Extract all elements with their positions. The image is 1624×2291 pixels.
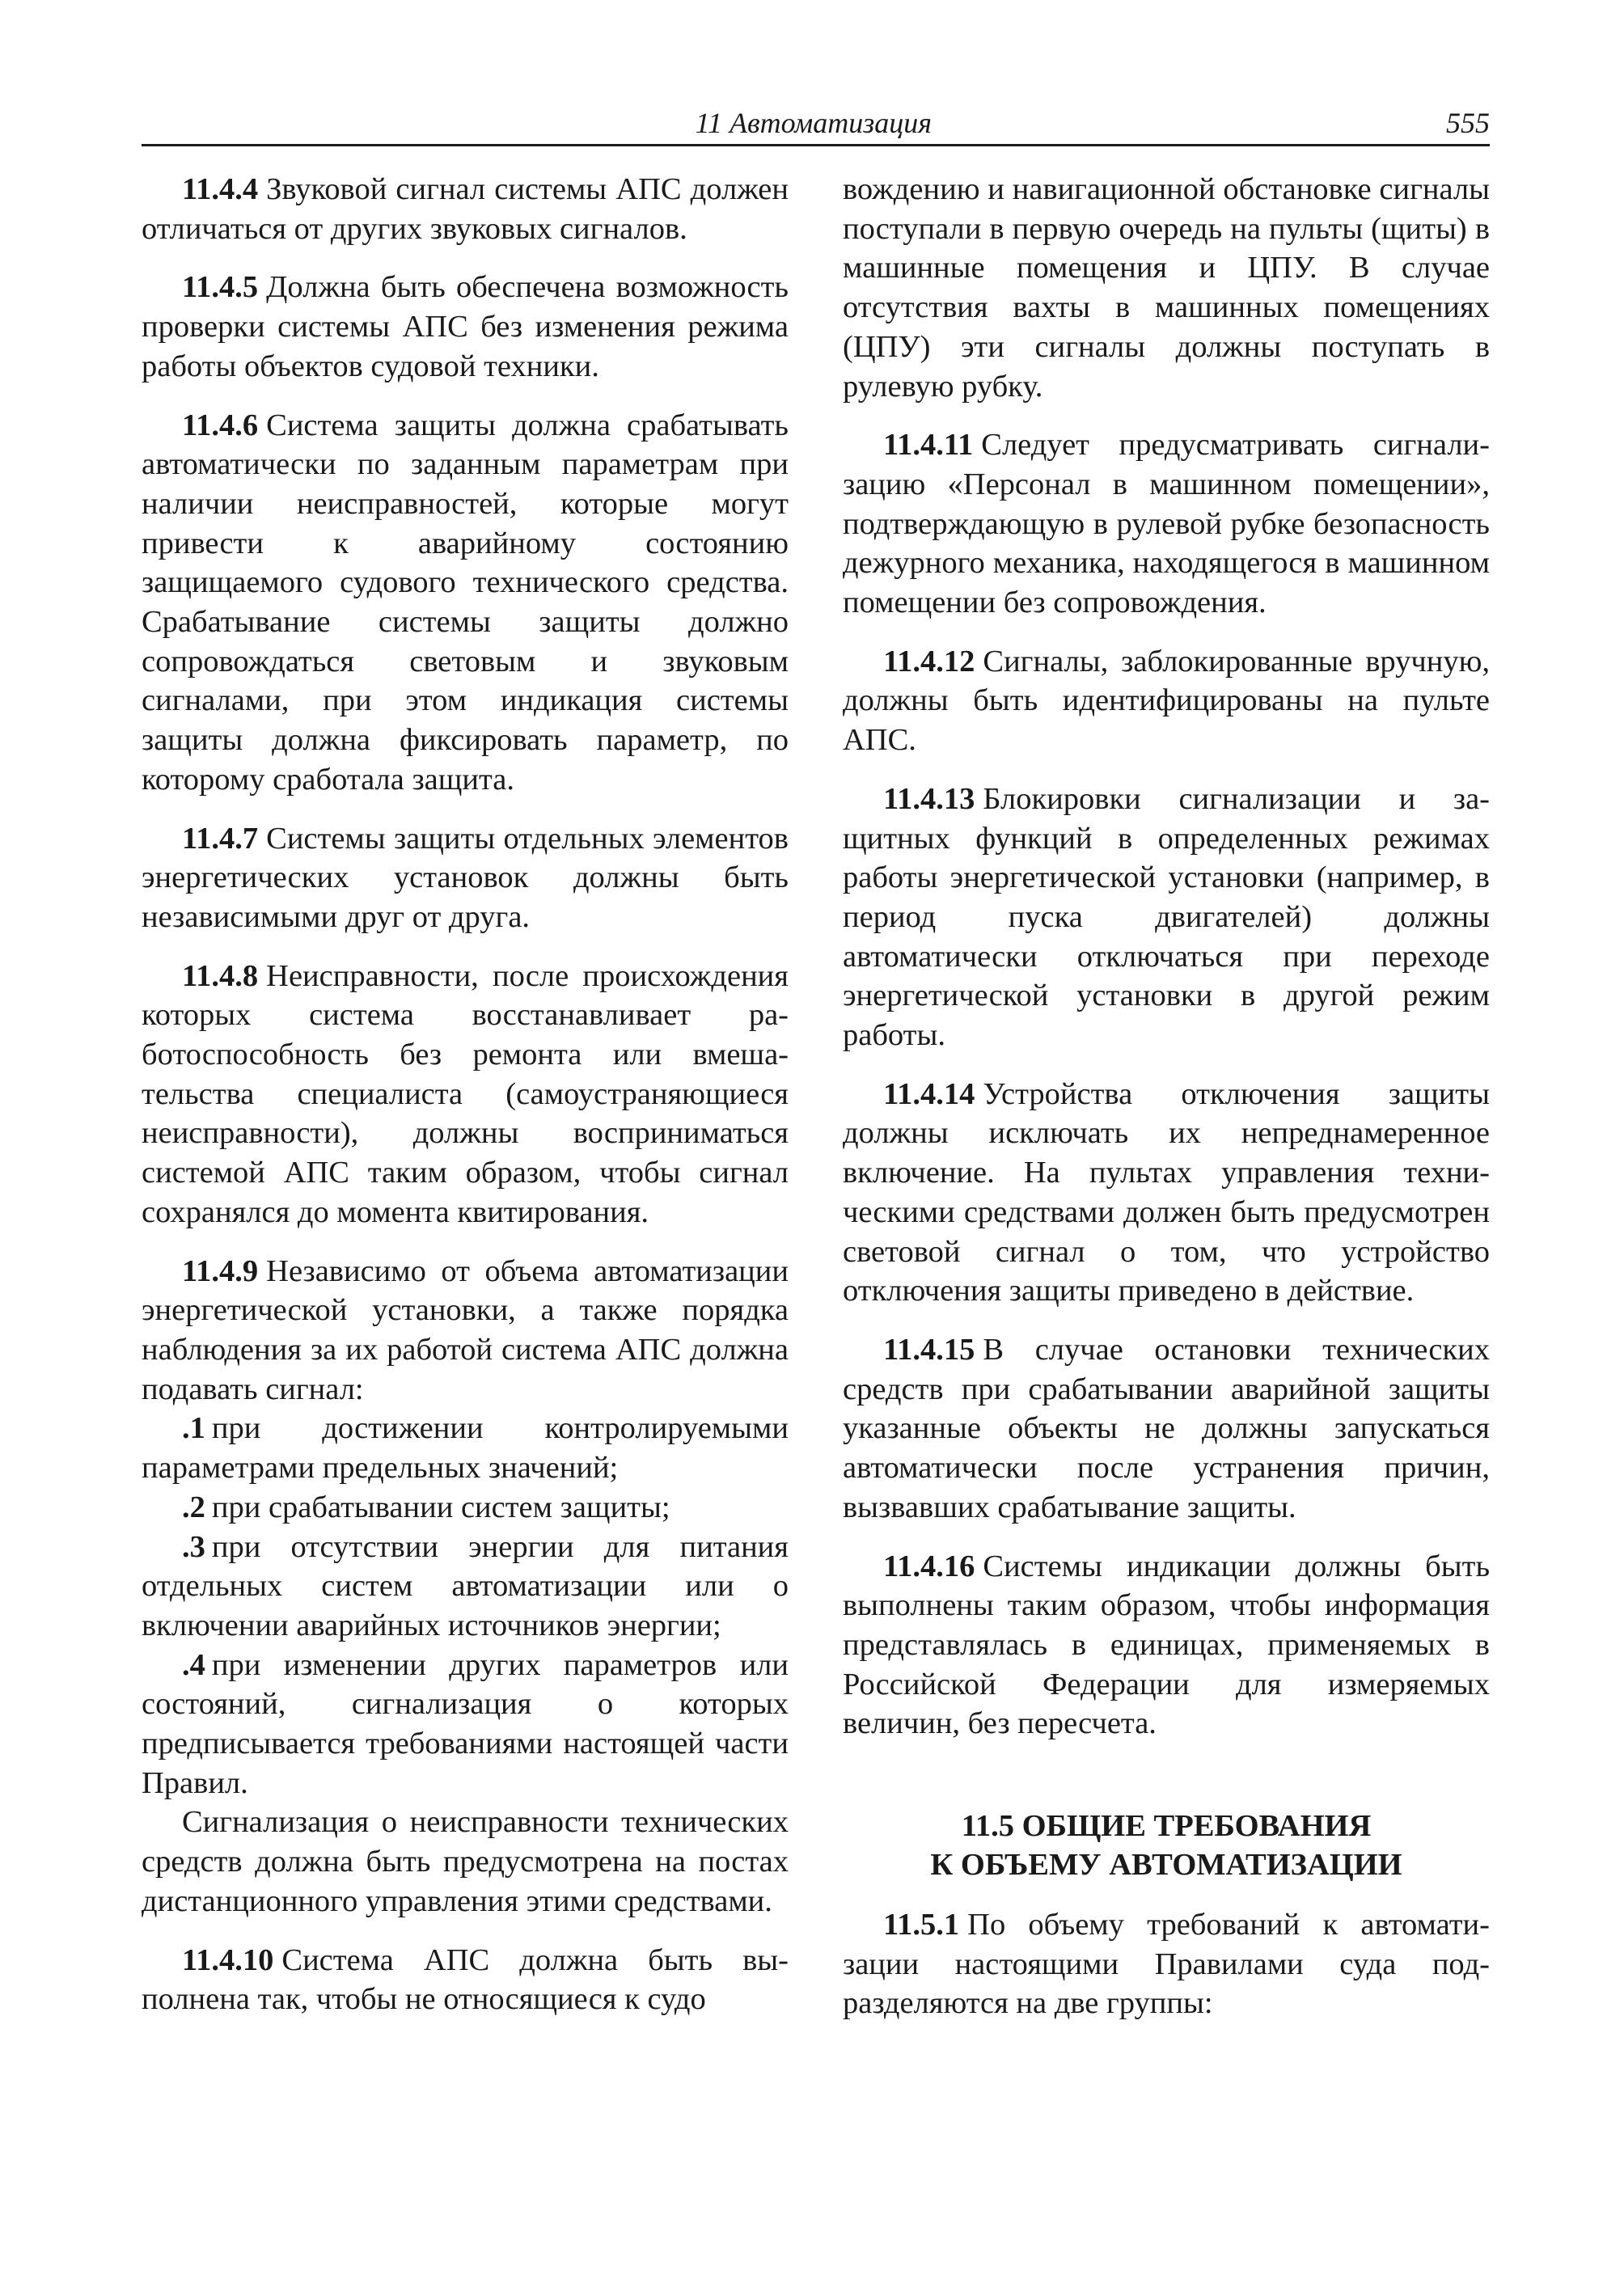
clause-number: 11.4.4 [182,172,259,206]
clause-number: 11.4.9 [182,1253,259,1288]
clause-number: 11.5.1 [883,1908,960,1942]
paragraph-text: вождению и навигационной обстановке сигналы поступали в первую очередь на пульты (щиты) в машинные помещения и ЦПУ. В случае отсутствия вахты в машинных помещениях (ЦПУ) эти сигналы должны поступать в рулевую рубку. [843,172,1490,404]
paragraph-11-4-12 [843,642,1490,760]
item-text: при срабатывании систем защиты; [211,1490,670,1524]
left-column [142,170,789,2039]
list-item [142,1646,789,1803]
clause-text: Должна быть обеспечена возможность проверки системы АПС без изменения режима работы объектов судовой техники. [142,270,789,383]
page-number: 555 [1446,107,1490,139]
paragraph-11-4-13 [843,780,1490,1055]
paragraph-11-4-11 [843,425,1490,623]
clause-text: Системы индикации должны быть выполнены таким образом, чтобы информация представлялась в единицах, применяемых в Российской Федерации для измеряемых величин, без пересчета. [843,1549,1490,1741]
clause-text: Система защиты должна срабатывать автоматически по заданным параметрам при наличии неисправностей, которые могут привести к аварийному состоянию защищаемого судового технического средства. Срабатывание системы защиты должно сопровождаться световым и звуковым сигналами, при этом индикация системы защиты должна фиксировать параметр, по которому сработала защита. [142,408,789,797]
paragraph-11-4-10 [142,1941,789,2019]
clause-number: 11.4.11 [883,428,974,463]
paragraph-11-4-10-continued [843,170,1490,406]
clause-number: 11.4.14 [883,1076,975,1111]
clause-number: 11.4.6 [182,408,259,442]
clause-number: 11.4.5 [182,270,259,305]
clause-number: 11.4.12 [883,644,975,678]
clause-text: Независимо от объема автоматизации энергетической установки, а также порядка наблюдения за их работой система АПС должна подавать сигнал: [142,1253,789,1406]
list-item [142,1409,789,1487]
section-title: 11 Автоматизация [695,107,932,139]
paragraph-11-4-9 [142,1252,789,1410]
section-heading-11-5 [843,1807,1490,1884]
paragraph-11-4-6 [142,406,789,800]
heading-line: 11.5 ОБЩИЕ ТРЕБОВАНИЯ [961,1809,1372,1844]
clause-text: Системы защиты отдельных элементов энергетических установок должны быть независимыми друг от друга. [142,821,789,934]
list-item [142,1528,789,1646]
item-text: при достижении контролируемыми параметрами предельных значений; [142,1411,789,1486]
right-column [843,170,1490,2043]
clause-text: Следует предусматривать сигнализацию «Персонал в машинном помещении», подтверждающую в рулевой рубке безопасность дежурного механика, находящегося в машинном помещении без сопровождения. [843,428,1490,620]
clause-number: 11.4.8 [182,958,259,993]
paragraph-11-4-5 [142,268,789,386]
item-text: при изменении других параметров или состояний, сигнализация о которых предписывается требованиями настоящей части Правил. [142,1647,789,1800]
clause-number: 11.4.13 [883,781,975,816]
clause-number: 11.4.16 [883,1549,975,1583]
page-header [142,104,1490,146]
paragraph-11-5-1 [843,1905,1490,2023]
clause-text: В случае остановки технических средств при срабатывании аварийной защиты указанные объекты не должны запускаться автоматически после устранения причин, вызвавших срабатывание защиты. [843,1332,1490,1524]
paragraph-11-4-8 [142,957,789,1232]
paragraph-11-4-16 [843,1547,1490,1744]
clause-text: Блокировки сигнализации и защитных функций в определенных режимах работы энергетической установки (например, в период пуска двигателей) должны автоматически отключаться при переходе энергетической установки в другой режим работы. [843,781,1490,1053]
heading-line: К ОБЪЕМУ АВТОМАТИЗАЦИИ [930,1848,1402,1883]
paragraph-11-4-15 [843,1330,1490,1528]
clause-text: Устройства отключения защиты должны исключать их непреднамеренное включение. На пультах управления техническими средствами должен быть предусмотрен световой сигнал о том, что устройство отключения защиты приведено в действие. [843,1076,1490,1308]
paragraph-11-4-4 [142,170,789,248]
paragraph-signal [142,1803,789,1921]
paragraph-11-4-14 [843,1075,1490,1311]
list-item [142,1488,789,1528]
paragraph-11-4-7 [142,819,789,937]
paragraph-text: Сигнализация о неисправности технических средств должна быть предусмотрена на постах дистанционного управления этими средствами. [142,1805,789,1918]
item-number: .1 [182,1411,205,1446]
clause-number: 11.4.15 [883,1332,975,1367]
clause-text: Сигналы, заблокированные вручную, должны быть идентифицированы на пульте АПС. [843,644,1490,758]
item-text: при отсутствии энергии для питания отдельных систем автоматизации или о включении аварийных источников энергии; [142,1529,789,1642]
clause-text: Система АПС должна быть выполнена так, чтобы не относящиеся к судо [142,1942,789,2017]
item-number: .4 [182,1647,205,1682]
item-number: .3 [182,1529,205,1564]
clause-number: 11.4.10 [182,1942,274,1977]
item-number: .2 [182,1490,205,1524]
clause-number: 11.4.7 [182,821,259,856]
clause-text: Неисправности, после происхождения которых система восстанавливает работоспособность без ремонта или вмешательства специалиста (самоустраняющиеся неисправности), должны восприниматься системой АПС таким образом, чтобы сигнал сохранялся до момента квитирования. [142,958,789,1229]
clause-text: Звуковой сигнал системы АПС должен отличаться от других звуковых сигналов. [142,172,789,246]
clause-text: По объему требований к автоматизации настоящими Правилами суда подразделяются на две группы: [843,1908,1490,2021]
